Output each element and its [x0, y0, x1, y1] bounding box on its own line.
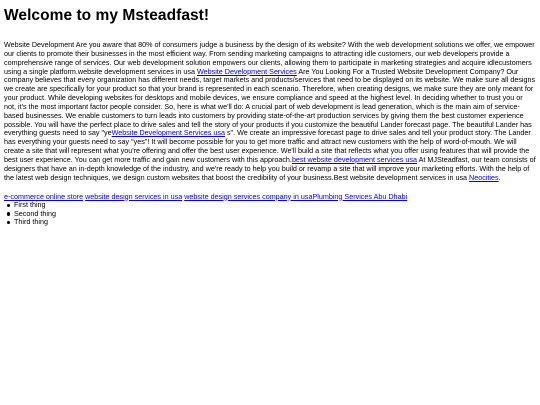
website-design-services-company-link[interactable]: website design services company in usa: [184, 191, 313, 201]
ecommerce-online-store-link[interactable]: e-commerce online store: [4, 191, 84, 201]
article-paragraph: [4, 41, 536, 183]
best-website-development-services-link[interactable]: best website development services usa: [291, 154, 417, 164]
footer-links: [4, 193, 536, 202]
neocities-link[interactable]: Neocities: [469, 172, 499, 182]
plumbing-services-link[interactable]: Plumbing Services Abu Dhabi: [312, 191, 408, 201]
list-item: First thing: [14, 201, 536, 209]
article-text-2: Are You Looking For a Trusted Website Development Company? Our company believes that every organization has different needs, target markets and products/services that need to be displayed on its website. We make sure all designs we create are specifically for your product so that your brand is represented in each scenario. Therefore, when creating designs, we make sure they are only meant for your product. While developing websites for desktops and mobile devices, we ensure compliance and speed at the highest level. In deciding whether to trust you or not, it's the most important factor people consider. So, here is what we'll do: A crucial part of web development is lead generation, which is the main aim of service-based businesses. We enable customers to turn leads into customers by providing state-of-the-art production services by giving them the best customer experience possible. You will have the perfect place to drive sales and tell the story of your products if you customize the beautiful Lander forecast page. The beautiful Lander has everything guests need to say "ye: [4, 66, 536, 138]
item-list: [4, 201, 536, 226]
article-text-5: .: [498, 172, 501, 182]
website-development-services-link[interactable]: Website Development Services: [196, 66, 297, 76]
article-text-4: At MJSteadfast, our team consists of designers that have an in-depth knowledge of the industry, and we're ready to help you build or revamp a site that will improve your marketing efforts. With the help of the latest web design techniques, we design custom websites that boost the credibility of your business.Best website development services in usa: [4, 154, 536, 182]
page-title: Welcome to my Msteadfast!: [4, 7, 210, 24]
list-item: Third thing: [14, 218, 536, 226]
article-text-3: s". We create an impressive forecast page to drive sales and tell your product story. The Lander has everything your guests need to say "yes"! It will become possible for you to get more traffic and attract new customers with the help of word-of-mouth. We will create a site that will represent what you're offering and offer the best user experience. We'll build a site that reflects what you offer using features that will provide the best user experience. You can get more traffic and gain new customers with this approach.: [4, 128, 531, 164]
website-design-services-link[interactable]: website design services in usa: [85, 191, 183, 201]
article-text-1: Website Development Are you aware that 80% of consumers judge a business by the design of its website? With the web development solutions we offer, we empower our clients to promote their businesses in the most efficient way. From sending marketing campaigns to attracting idle customers, our web developers provide a comprehensive range of services. Our web development solution empowers our clients, allowing them to participate in marketing strategies and acquire idlecustomers using a single platform.website development services in usa: [4, 40, 535, 76]
website-development-services-usa-link[interactable]: Website Development Services usa: [111, 128, 225, 138]
list-item: Second thing: [14, 210, 536, 218]
